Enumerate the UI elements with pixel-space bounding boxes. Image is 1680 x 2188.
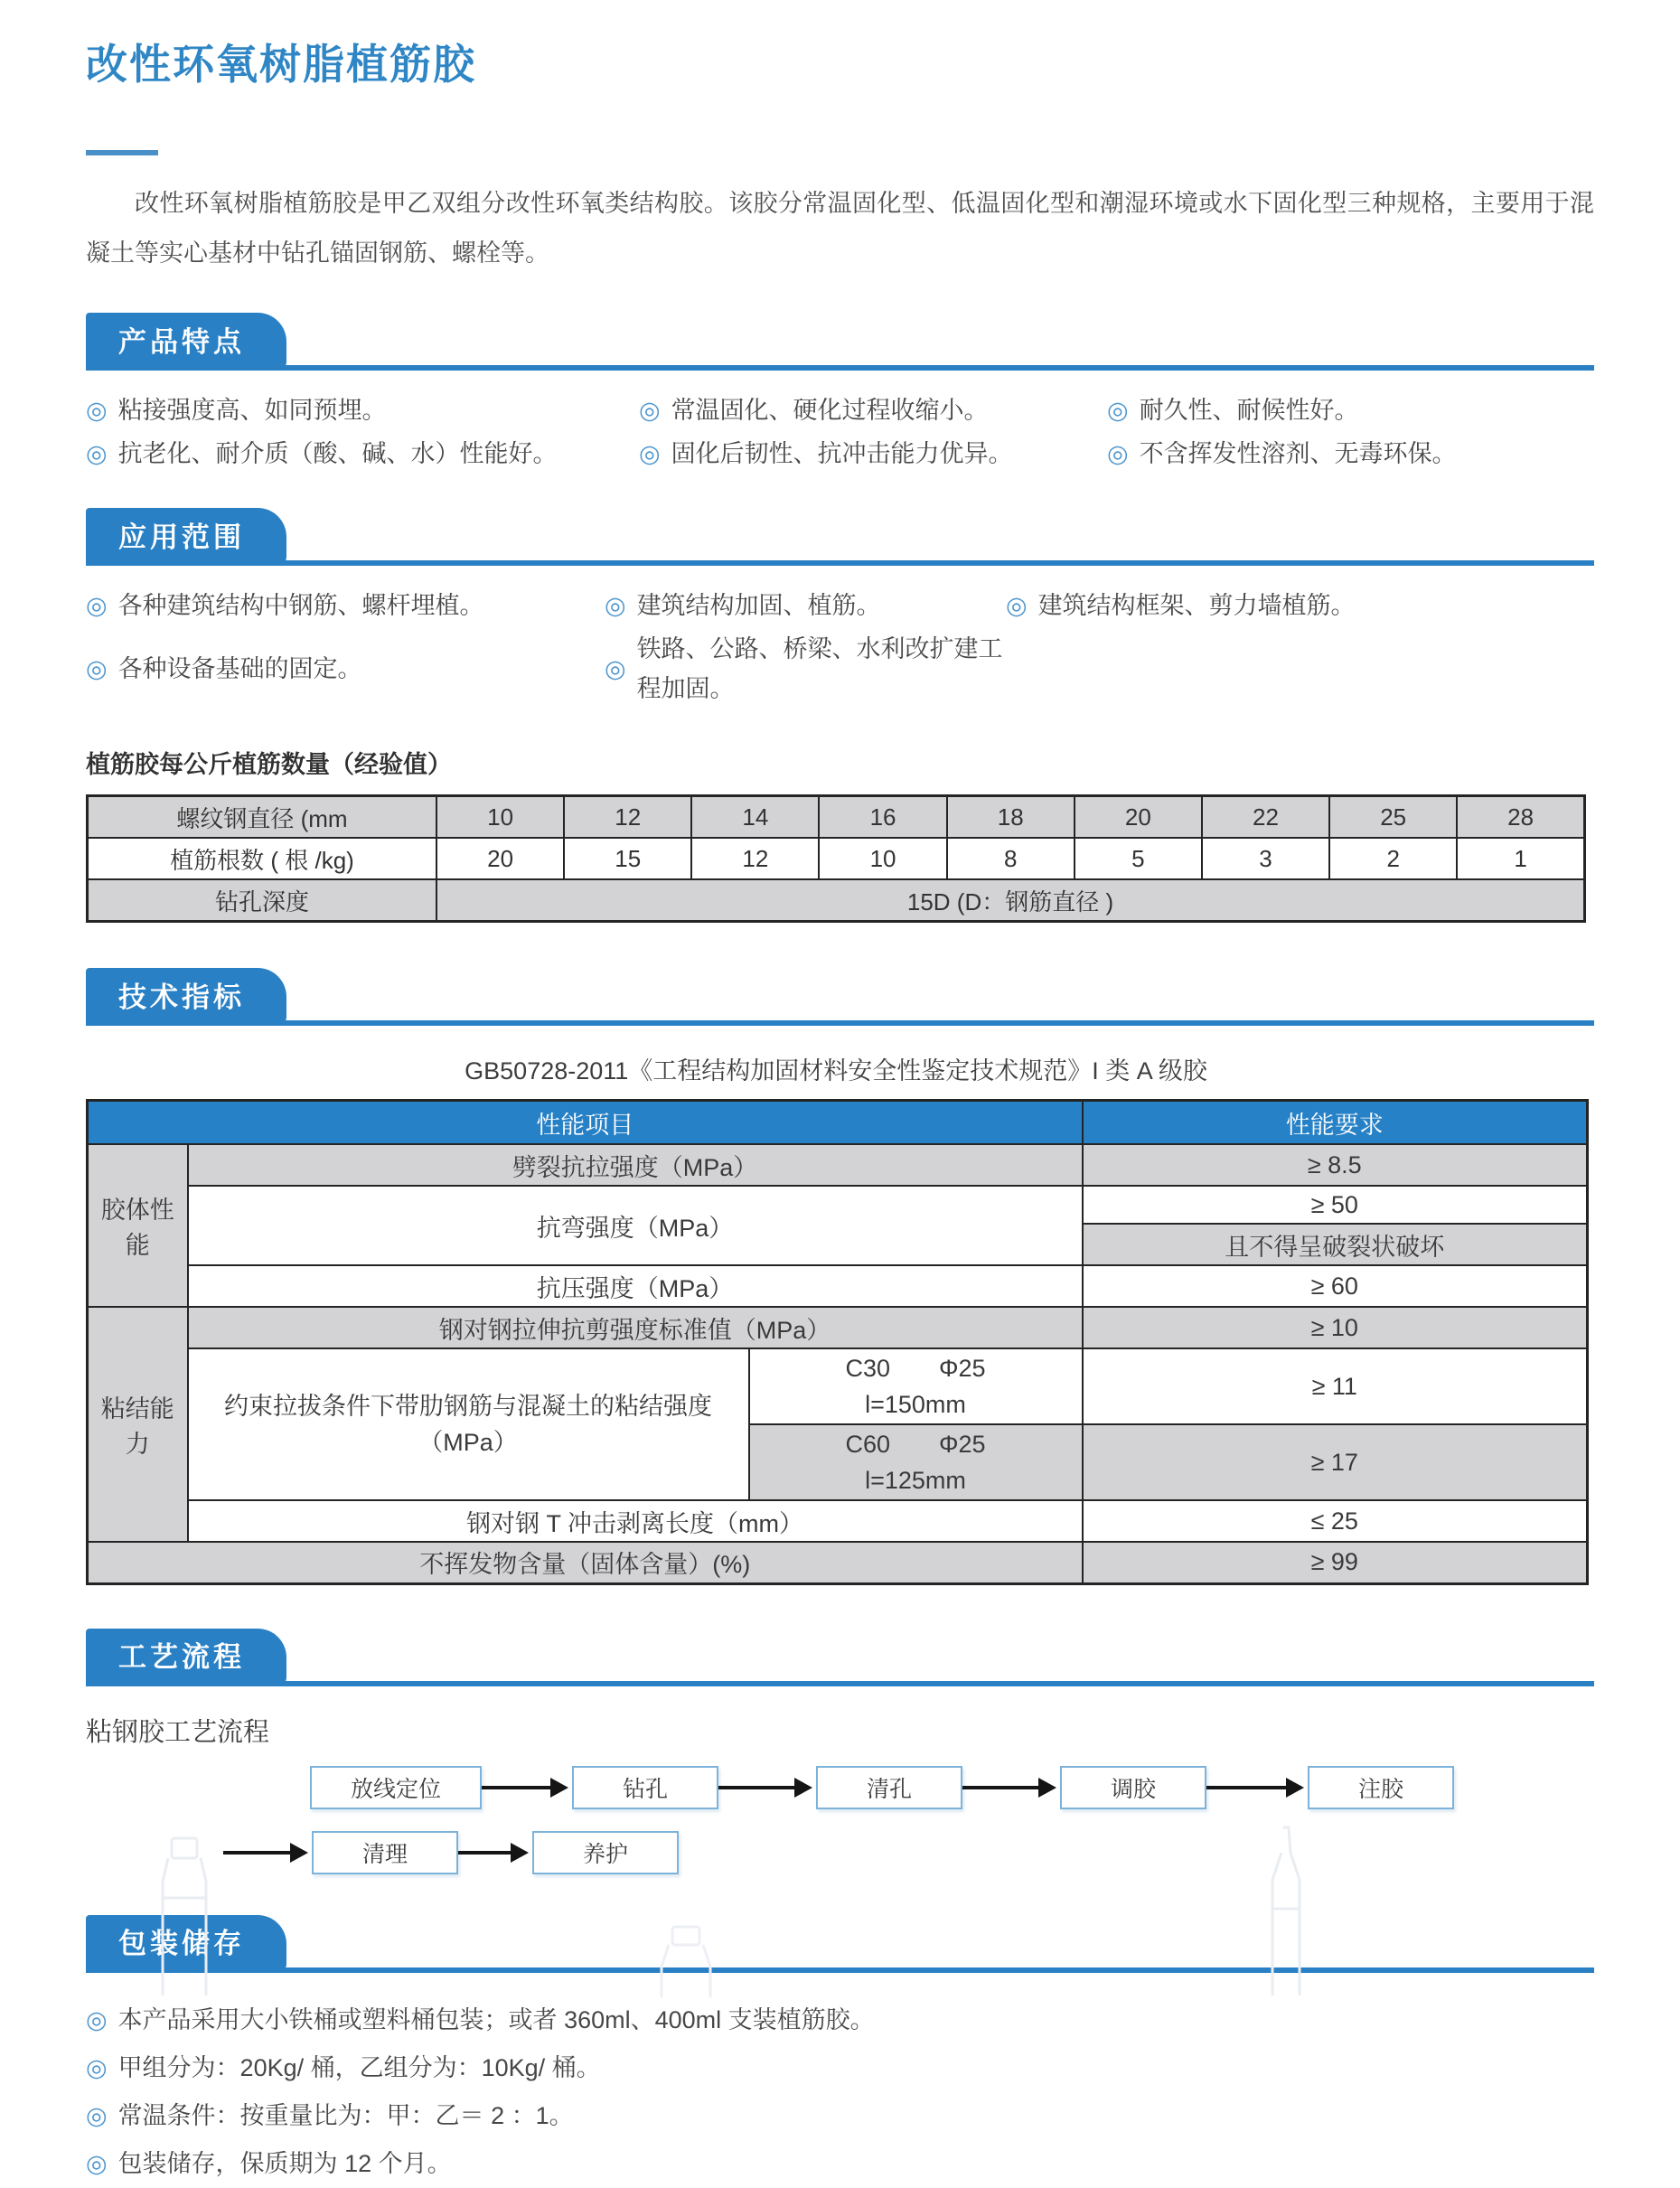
- list-item: [605, 629, 1006, 709]
- property-cell: 钢对钢 T 冲击剥离长度（mm）: [188, 1500, 1083, 1542]
- list-item: [86, 2092, 1594, 2140]
- list-item: [86, 586, 605, 625]
- count-cell: 3: [1202, 838, 1329, 879]
- feature-text: 常温固化、硬化过程收缩小。: [671, 397, 989, 424]
- requirement-cell: ≥ 60: [1083, 1265, 1588, 1307]
- double-circle-bullet-icon: ◎: [86, 2150, 108, 2177]
- application-text: 建筑结构加固、植筋。: [636, 592, 881, 619]
- feature-text: 粘接强度高、如同预埋。: [117, 397, 387, 424]
- feature-text: 抗老化、耐介质（酸、碱、水）性能好。: [117, 440, 558, 467]
- row-header: 植筋根数 ( 根 /kg): [88, 838, 437, 879]
- application-text: 建筑结构框架、剪力墙植筋。: [1037, 592, 1356, 619]
- list-item: [1006, 586, 1594, 625]
- double-circle-bullet-icon: ◎: [86, 440, 108, 467]
- process-step: 调胶: [1060, 1766, 1206, 1809]
- count-cell: 15: [564, 838, 691, 879]
- requirement-cell: ≤ 25: [1083, 1500, 1588, 1542]
- requirement-cell: ≥ 50: [1083, 1186, 1588, 1224]
- list-item: [1107, 434, 1594, 474]
- packaging-text: 包装储存，保质期为 12 个月。: [117, 2149, 452, 2177]
- double-circle-bullet-icon: ◎: [1107, 397, 1129, 424]
- list-item: [639, 434, 1107, 474]
- packaging-text: 本产品采用大小铁桶或塑料桶包装；或者 360ml、400ml 支装植筋胶。: [117, 2005, 875, 2033]
- feature-text: 固化后韧性、抗冲击能力优异。: [671, 440, 1013, 467]
- feature-text: 不含挥发性溶剂、无毒环保。: [1139, 440, 1457, 467]
- section-header-features: [86, 309, 1594, 371]
- packaging-text: 甲组分为：20Kg/ 桶，乙组分为：10Kg/ 桶。: [117, 2053, 601, 2081]
- diameter-cell: 12: [564, 796, 691, 839]
- count-cell: 8: [947, 838, 1075, 879]
- table-row: [88, 796, 1585, 839]
- diameter-cell: 22: [1202, 796, 1329, 839]
- process-step: 养护: [532, 1831, 679, 1874]
- list-item: [86, 2140, 1594, 2188]
- application-text: 铁路、公路、桥梁、水利改扩建工程加固。: [636, 635, 1003, 702]
- list-item: [86, 2044, 1594, 2092]
- group-label: 粘结能力: [88, 1307, 188, 1542]
- section-badge-packaging: 包装储存: [86, 1915, 286, 1973]
- table-row: [88, 1307, 1588, 1348]
- property-cell: [188, 1348, 749, 1500]
- process-step: 清理: [312, 1831, 458, 1874]
- flow-arrow-icon: [1206, 1786, 1288, 1789]
- condition-line: l=150mm: [865, 1391, 966, 1418]
- double-circle-bullet-icon: ◎: [86, 655, 108, 682]
- condition-line: C60 Φ25: [845, 1431, 986, 1458]
- section-badge-tech: 技术指标: [86, 968, 286, 1026]
- list-item: [86, 434, 639, 474]
- process-step: 清孔: [816, 1766, 962, 1809]
- condition-cell: [749, 1424, 1083, 1500]
- tech-spec-table: [86, 1099, 1589, 1585]
- flow-arrow-icon: [223, 1851, 292, 1855]
- features-list: [86, 390, 1594, 474]
- table-row: [88, 1542, 1588, 1583]
- double-circle-bullet-icon: ◎: [605, 592, 626, 619]
- property-line: 约束拉拔条件下带肋钢筋与混凝土的粘结强度: [224, 1393, 712, 1420]
- list-item: [86, 1996, 1594, 2044]
- section-badge-features: 产品特点: [86, 313, 286, 371]
- section-header-packaging: [86, 1911, 1594, 1973]
- requirement-cell: ≥ 10: [1083, 1307, 1588, 1348]
- section-badge-applications: 应用范围: [86, 508, 286, 566]
- depth-value-cell: 15D (D：钢筋直径 ): [436, 879, 1585, 922]
- column-header-requirement: 性能要求: [1083, 1101, 1588, 1145]
- double-circle-bullet-icon: ◎: [1107, 440, 1129, 467]
- section-header-tech: [86, 964, 1594, 1026]
- double-circle-bullet-icon: ◎: [639, 397, 661, 424]
- condition-line: l=125mm: [865, 1467, 966, 1494]
- table-row: [88, 1348, 1588, 1424]
- process-subtitle: 粘钢胶工艺流程: [86, 1717, 270, 1747]
- property-line: （MPa）: [418, 1429, 518, 1456]
- intro-paragraph: 改性环氧树脂植筋胶是甲乙双组分改性环氧类结构胶。该胶分常温固化型、低温固化型和潮湿环境或水下固化型三种规格，主要用于混凝土等实心基材中钻孔锚固钢筋、螺栓等。: [86, 190, 1594, 267]
- packaging-list: [86, 1996, 1594, 2188]
- feature-text: 耐久性、耐候性好。: [1139, 397, 1359, 424]
- list-item: [86, 629, 605, 709]
- table-row: [88, 1265, 1588, 1307]
- property-cell: 不挥发物含量（固体含量）(%): [88, 1542, 1083, 1583]
- process-step: 放线定位: [310, 1766, 482, 1809]
- diameter-cell: 10: [436, 796, 564, 839]
- requirement-cell: 且不得呈破裂状破坏: [1083, 1224, 1588, 1265]
- property-cell: 抗压强度（MPa）: [188, 1265, 1083, 1307]
- rebar-table-title: 植筋胶每公斤植筋数量（经验值）: [86, 751, 452, 778]
- count-cell: 20: [436, 838, 564, 879]
- double-circle-bullet-icon: ◎: [86, 2054, 108, 2081]
- double-circle-bullet-icon: ◎: [86, 397, 108, 424]
- double-circle-bullet-icon: ◎: [1006, 592, 1028, 619]
- application-text: 各种设备基础的固定。: [117, 655, 362, 682]
- double-circle-bullet-icon: ◎: [639, 440, 661, 467]
- section-header-applications: [86, 504, 1594, 566]
- section-header-process: [86, 1625, 1594, 1686]
- flow-arrow-icon: [962, 1786, 1040, 1789]
- rebar-count-table: [86, 794, 1586, 923]
- diameter-cell: 25: [1329, 796, 1457, 839]
- section-badge-process: 工艺流程: [86, 1629, 286, 1686]
- count-cell: 1: [1457, 838, 1584, 879]
- column-header-item: 性能项目: [88, 1101, 1083, 1145]
- diameter-cell: 14: [691, 796, 819, 839]
- diameter-cell: 18: [947, 796, 1075, 839]
- requirement-cell: ≥ 8.5: [1083, 1144, 1588, 1186]
- count-cell: 12: [691, 838, 819, 879]
- flow-arrow-icon: [458, 1851, 512, 1855]
- flow-arrow-icon: [718, 1786, 796, 1789]
- list-item: [1107, 390, 1594, 430]
- count-cell: 5: [1075, 838, 1202, 879]
- list-item: [605, 586, 1006, 625]
- row-header: 钻孔深度: [88, 879, 437, 922]
- requirement-cell: ≥ 17: [1083, 1424, 1588, 1500]
- table-row: [88, 879, 1585, 922]
- packaging-text: 常温条件：按重量比为：甲：乙＝ 2 ：1。: [117, 2101, 574, 2129]
- requirement-cell: ≥ 11: [1083, 1348, 1588, 1424]
- double-circle-bullet-icon: ◎: [86, 592, 108, 619]
- application-text: 各种建筑结构中钢筋、螺杆埋植。: [117, 592, 484, 619]
- list-item: [639, 390, 1107, 430]
- diameter-cell: 16: [819, 796, 946, 839]
- table-row: [88, 1186, 1588, 1224]
- process-flow-row-1: [310, 1765, 1594, 1810]
- process-flow-row-2: [223, 1830, 1594, 1875]
- property-cell: 劈裂抗拉强度（MPa）: [188, 1144, 1083, 1186]
- requirement-cell: ≥ 99: [1083, 1542, 1588, 1583]
- count-cell: 10: [819, 838, 946, 879]
- applications-list: [86, 586, 1594, 709]
- condition-cell: [749, 1348, 1083, 1424]
- table-row: [88, 1144, 1588, 1186]
- flow-arrow-icon: [482, 1786, 552, 1789]
- double-circle-bullet-icon: ◎: [86, 2006, 108, 2033]
- list-item: [86, 390, 639, 430]
- property-cell: 钢对钢拉伸抗剪强度标准值（MPa）: [188, 1307, 1083, 1348]
- group-label: 胶体性能: [88, 1144, 188, 1307]
- condition-line: C30 Φ25: [845, 1355, 986, 1382]
- standard-caption: GB50728-2011《工程结构加固材料安全性鉴定技术规范》I 类 A 级胶: [465, 1057, 1207, 1085]
- table-row: [88, 1500, 1588, 1542]
- table-header-row: [88, 1101, 1588, 1145]
- title-underline: [86, 150, 158, 155]
- diameter-cell: 20: [1075, 796, 1202, 839]
- count-cell: 2: [1329, 838, 1457, 879]
- process-step: 注胶: [1308, 1766, 1454, 1809]
- diameter-cell: 28: [1457, 796, 1584, 839]
- row-header: 螺纹钢直径 (mm: [88, 796, 437, 839]
- double-circle-bullet-icon: ◎: [605, 655, 626, 682]
- table-row: [88, 838, 1585, 879]
- page-title: 改性环氧树脂植筋胶: [86, 41, 476, 88]
- process-step: 钻孔: [572, 1766, 718, 1809]
- double-circle-bullet-icon: ◎: [86, 2102, 108, 2129]
- property-cell: 抗弯强度（MPa）: [188, 1186, 1083, 1265]
